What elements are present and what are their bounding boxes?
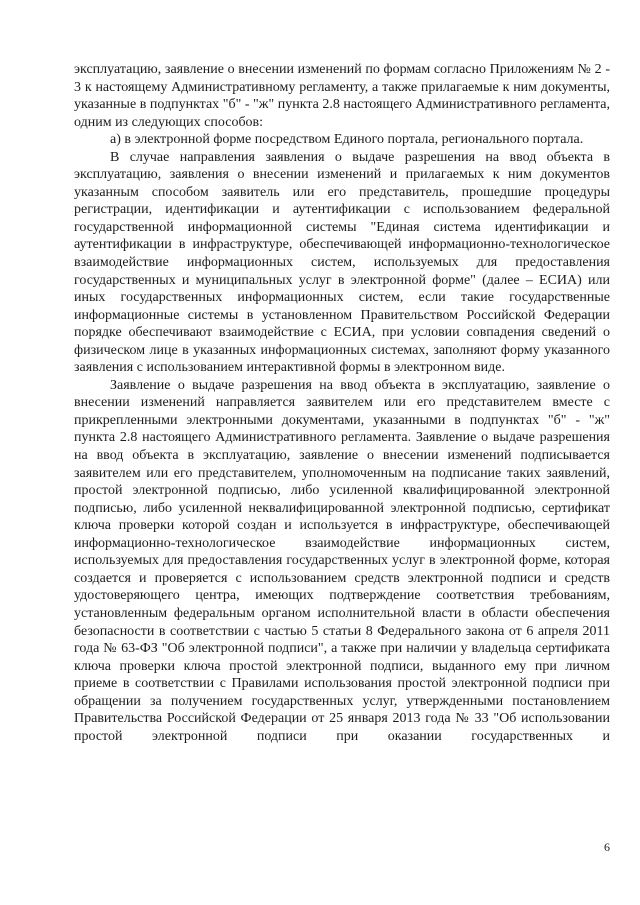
paragraph-item-a: а) в электронной форме посредством Единого портала, регионального портала. [110,132,584,148]
page-number: 6 [604,840,610,854]
paragraph-continuation: эксплуатацию, заявление о внесении изменений по формам согласно Приложениям № 2 - 3 к настоящему Административному регламенту, а также прилагаемые к ним документы, указанные в подпунктах "б" - "ж" пункта 2.8 настоящего Административного регламента, одним из следующих способов: [74,62,610,130]
paragraph-esia-submission: В случае направления заявления о выдаче разрешения на ввод объекта в эксплуатацию, заявления о внесении изменений и прилагаемых к ним документов указанным способом заявитель или его представитель, прошедшие процедуры регистрации, идентификации и аутентификации с использованием федеральной государственной информационной системы "Единая система идентификации и аутентификации в инфраструктуре, обеспечивающей информационно-технологическое взаимодействие информационных систем, используемых для предоставления государственных и муниципальных услуг в электронной форме" (далее – ЕСИА) или иных государственных информационных систем, если такие государственные информационные системы в установленном Правительством Российской Федерации порядке обеспечивают взаимодействие с ЕСИА, при условии совпадения сведений о физическом лице в указанных информационных системах, заполняют форму указанного заявления с использованием интерактивной формы в электронном виде. [74,149,610,376]
paragraph-electronic-signature: Заявление о выдаче разрешения на ввод объекта в эксплуатацию, заявление о внесении изменений направляется заявителем или его представителем вместе с прикрепленными электронными документами, указанными в подпунктах "б" - "ж" пункта 2.8 настоящего Административного регламента. Заявление о выдаче разрешения на ввод объекта в эксплуатацию, заявление о внесении изменений подписывается заявителем или его представителем, уполномоченным на подписание таких заявлений, простой электронной подписью, либо усиленной квалифицированной электронной подписью, либо усиленной неквалифицированной электронной подписью, сертификат ключа проверки которой создан и используется в инфраструктуре, обеспечивающей информационно-технологическое взаимодействие информационных систем, используемых для предоставления государственных услуг в электронной форме, которая создается и проверяется с использованием средств электронной подписи и средств удостоверяющего центра, имеющих подтверждение соответствия требованиям, установленным федеральным органом исполнительной власти в области обеспечения безопасности в соответствии с частью 5 статьи 8 Федерального закона от 6 апреля 2011 года № 63-ФЗ "Об электронной подписи", а также при наличии у владельца сертификата ключа проверки ключа простой электронной подписи, выданного ему при личном приеме в соответствии с Правилами использования простой электронной подписи при обращении за получением государственных услуг, утвержденными постановлением Правительства Российской Федерации от 25 января 2013 года № 33 "Об использовании простой электронной подписи при оказании государственных и [74,377,610,744]
document-body [74,61,610,745]
